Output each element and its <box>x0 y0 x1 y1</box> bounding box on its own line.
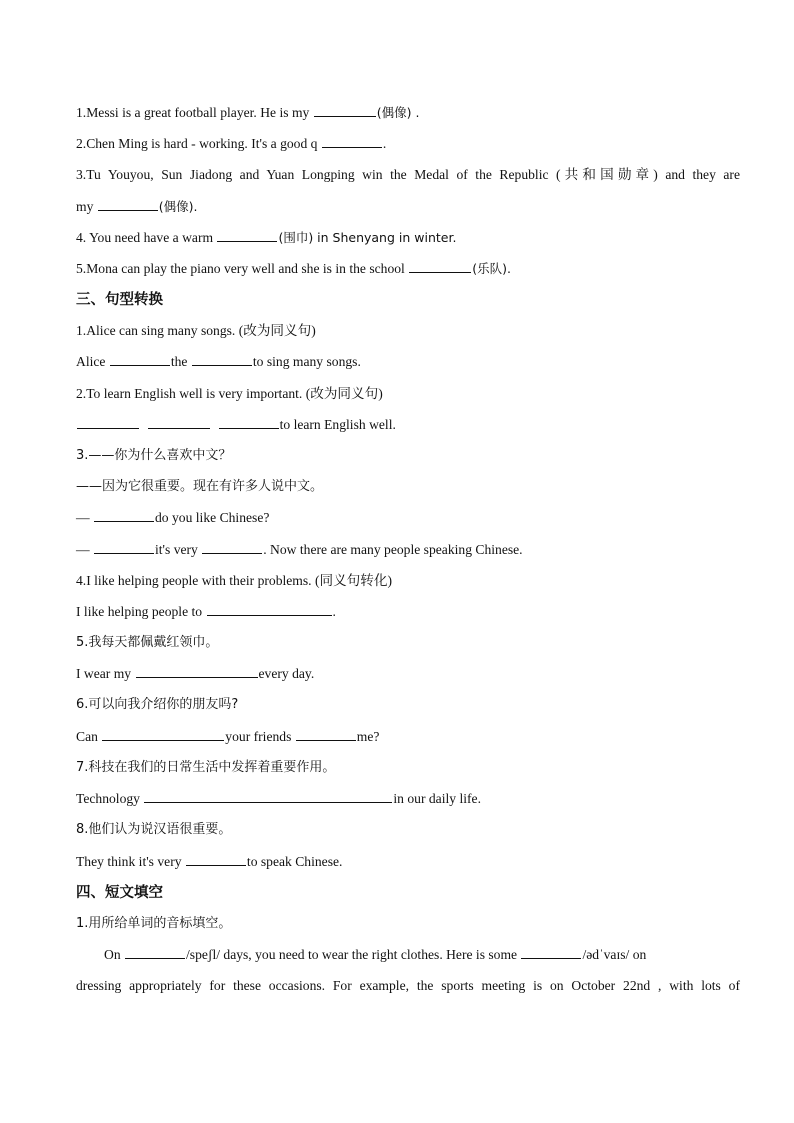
answer-blank[interactable] <box>125 946 185 959</box>
answer-blank[interactable] <box>110 353 170 366</box>
q1-answer-line <box>76 353 361 371</box>
vocab-item-2 <box>76 135 386 153</box>
line-text: dressing appropriately for these occasions. For example, the sports meeting is on October 22nd , with lots of <box>76 978 740 993</box>
q7-answer-line <box>76 790 481 808</box>
q4-answer-line <box>76 603 336 621</box>
q6-answer-line <box>76 728 379 746</box>
answer-blank[interactable] <box>98 198 158 211</box>
line-text: I like helping people to <box>76 604 206 619</box>
line-text: every day. <box>258 666 315 681</box>
section-3-title: 三、句型转换 <box>76 292 163 308</box>
line-text: /ədˈvaɪs/ on <box>582 947 647 962</box>
vocab-item-3 <box>76 166 740 184</box>
answer-blank[interactable] <box>207 603 332 616</box>
q3-cn-1: 3.——你为什么喜欢中文？ <box>76 448 232 463</box>
item-hint: (围巾) in Shenyang in winter. <box>278 230 457 245</box>
item-hint: (乐队). <box>472 261 511 276</box>
q5-cn: 5.我每天都佩戴红领巾。 <box>76 635 219 650</box>
item-text: 4. You need have a warm <box>76 230 217 245</box>
prompt-text: 2.To learn English well is very important. (改为同义句) <box>76 386 383 401</box>
vocab-item-5 <box>76 260 511 278</box>
item-hint: (偶像) . <box>376 105 420 120</box>
answer-blank[interactable] <box>102 728 224 741</box>
line-text: to sing many songs. <box>252 354 361 369</box>
section-4-title: 四、短文填空 <box>76 885 163 901</box>
answer-blank[interactable] <box>94 541 154 554</box>
item-text: 5.Mona can play the piano very well and she is in the school <box>76 261 409 276</box>
prompt-text: 4.I like helping people with their problems. (同义句转化) <box>76 573 392 588</box>
answer-blank[interactable] <box>296 728 356 741</box>
item-text: my <box>76 199 97 214</box>
q2-answer-line <box>76 416 396 434</box>
line-text: to speak Chinese. <box>246 854 343 869</box>
line-text: I wear my <box>76 666 135 681</box>
passage-line-2 <box>76 977 740 995</box>
line-text: — <box>76 510 93 525</box>
q8-cn: 8.他们认为说汉语很重要。 <box>76 822 232 837</box>
line-text: it's very <box>155 542 202 557</box>
q1-prompt <box>76 322 316 340</box>
line-text: /speʃl/ days, you need to wear the right clothes. Here is some <box>186 947 521 962</box>
section-4-subtitle: 1.用所给单词的音标填空。 <box>76 916 232 931</box>
line-text: Technology <box>76 791 144 806</box>
item-end: . <box>382 136 387 151</box>
line-text: in our daily life. <box>393 791 481 806</box>
answer-blank[interactable] <box>186 853 246 866</box>
q7-cn: 7.科技在我们的日常生活中发挥着重要作用。 <box>76 760 336 775</box>
answer-blank[interactable] <box>202 541 262 554</box>
answer-blank[interactable] <box>322 135 382 148</box>
item-text: 3.Tu Youyou, Sun Jiadong and Yuan Longping win the Medal of the Republic (共和国勋章) and they are <box>76 167 740 182</box>
answer-blank[interactable] <box>409 260 471 273</box>
item-text: 2.Chen Ming is hard - working. It's a good q <box>76 136 321 151</box>
q4-prompt <box>76 572 392 590</box>
prompt-text: 1.Alice can sing many songs. (改为同义句) <box>76 323 316 338</box>
line-text: the <box>170 354 191 369</box>
q3-answer-line-2 <box>76 541 523 559</box>
line-text: do you like Chinese? <box>155 510 270 525</box>
answer-blank[interactable] <box>521 946 581 959</box>
answer-blank[interactable] <box>219 416 279 429</box>
line-text: Alice <box>76 354 109 369</box>
line-text: On <box>104 947 125 962</box>
vocab-item-1 <box>76 104 419 122</box>
vocab-item-4 <box>76 229 456 247</box>
answer-blank[interactable] <box>136 665 258 678</box>
line-text: — <box>76 542 93 557</box>
line-text: . Now there are many people speaking Chinese. <box>263 542 523 557</box>
answer-blank[interactable] <box>77 416 139 429</box>
line-text: They think it's very <box>76 854 185 869</box>
line-text: to learn English well. <box>279 417 396 432</box>
passage-line-1 <box>104 946 646 964</box>
q3-cn-2: ——因为它很重要。现在有许多人说中文。 <box>76 479 324 494</box>
answer-blank[interactable] <box>148 416 210 429</box>
answer-blank[interactable] <box>314 104 376 117</box>
line-text: Can <box>76 729 102 744</box>
line-text: me? <box>356 729 380 744</box>
line-text: . <box>332 604 336 619</box>
line-text: your friends <box>225 729 295 744</box>
q2-prompt <box>76 385 383 403</box>
q5-answer-line <box>76 665 314 683</box>
item-text: 1.Messi is a great football player. He is my <box>76 105 313 120</box>
answer-blank[interactable] <box>144 790 392 803</box>
q3-answer-line-1 <box>76 509 269 527</box>
vocab-item-3-cont <box>76 198 198 216</box>
answer-blank[interactable] <box>94 509 154 522</box>
item-hint: (偶像). <box>158 199 198 214</box>
q6-cn: 6.可以向我介绍你的朋友吗? <box>76 697 239 712</box>
q8-answer-line <box>76 853 342 871</box>
answer-blank[interactable] <box>217 229 277 242</box>
answer-blank[interactable] <box>192 353 252 366</box>
